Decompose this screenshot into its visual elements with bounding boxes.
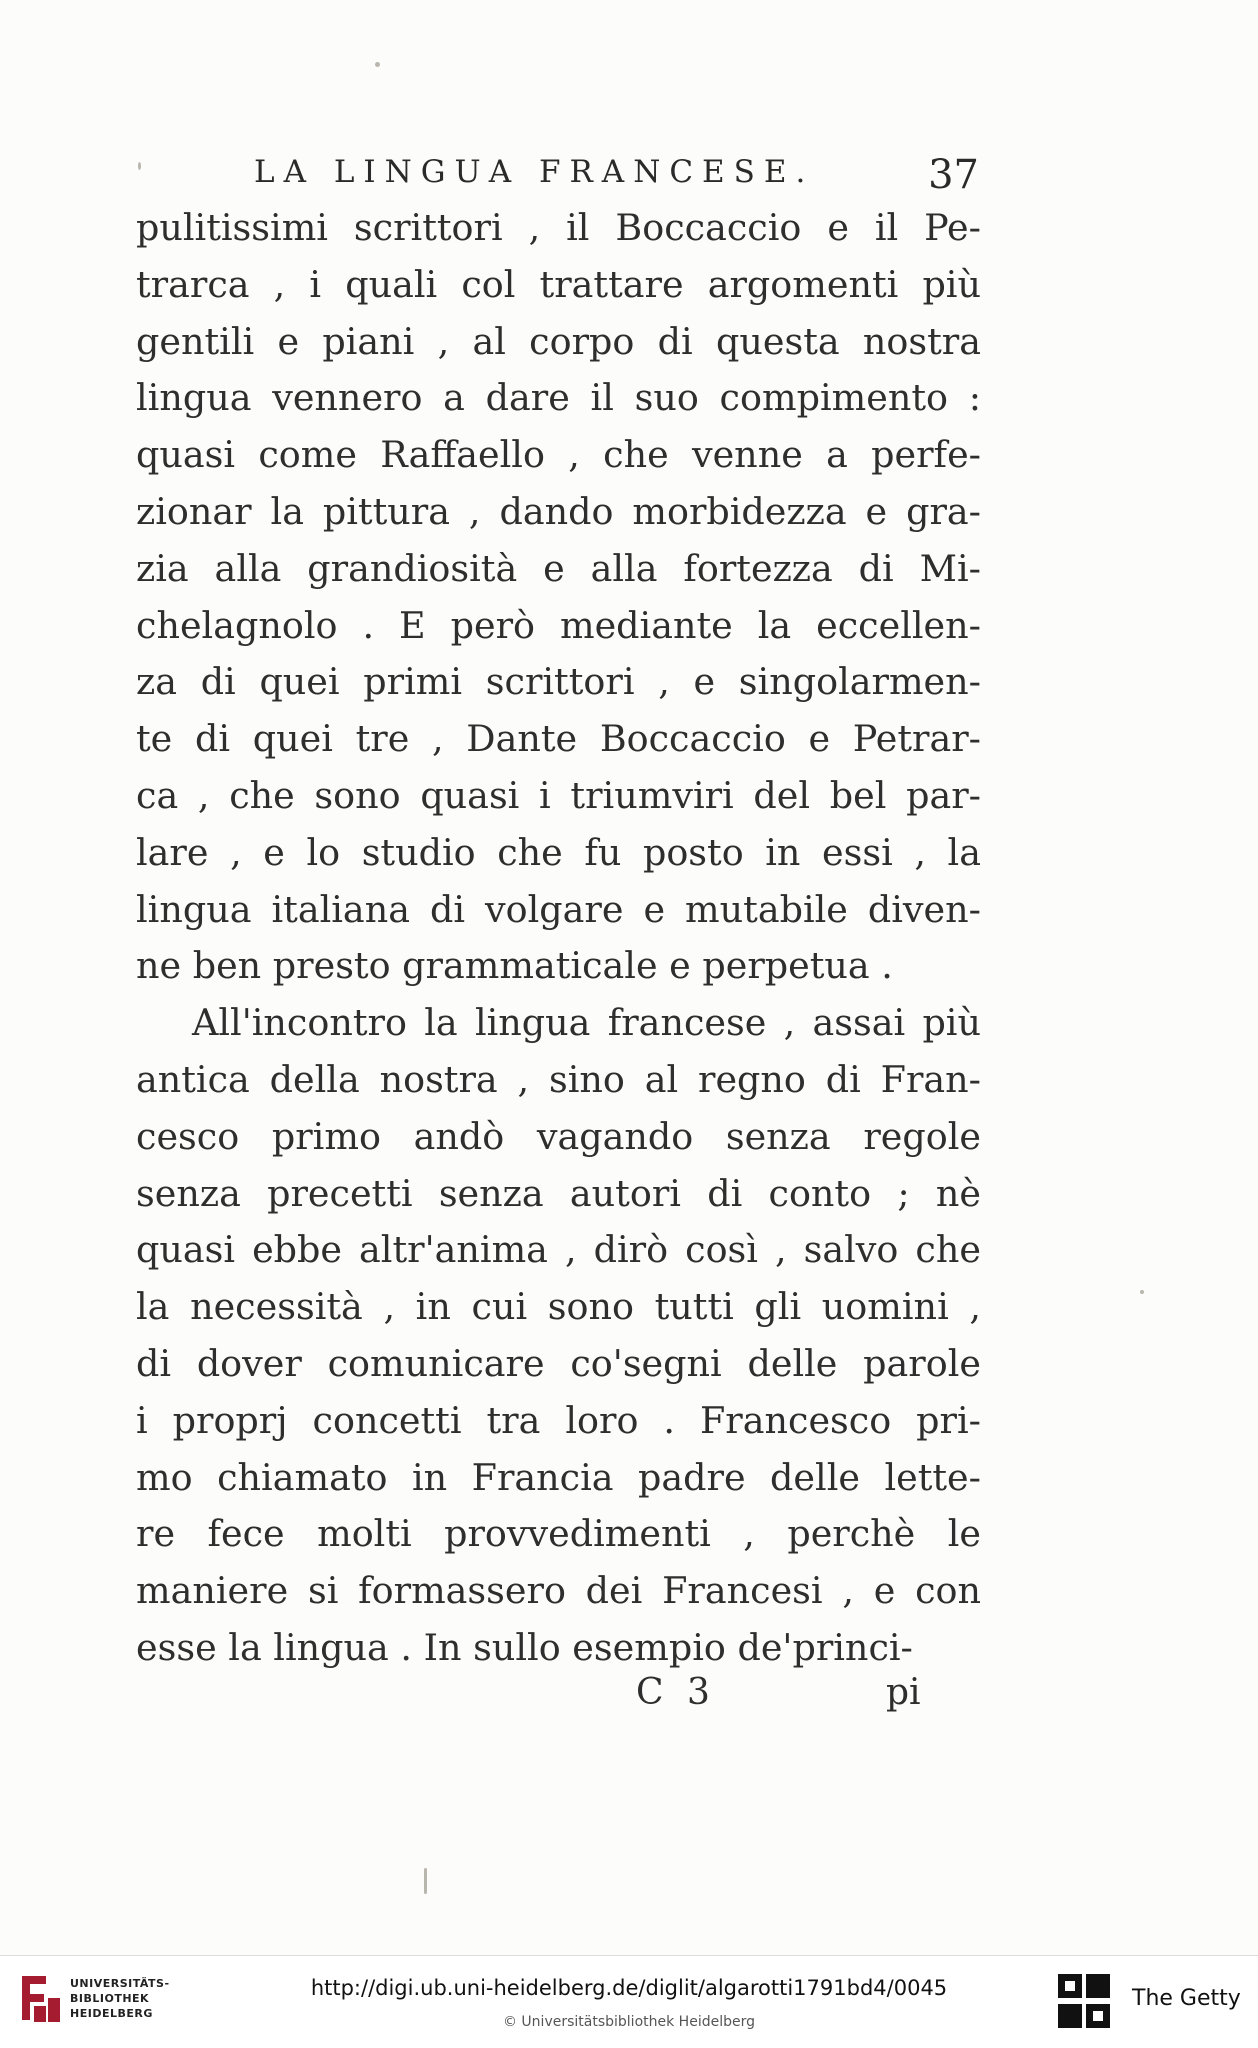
paper-speck [375, 62, 380, 67]
text-line: pulitissimi scrittori , il Boccaccio e il Pe- [136, 206, 981, 249]
text-line: ne ben presto grammaticale e perpetua . [136, 944, 893, 988]
text-line: quasi ebbe altr'anima , dirò così , salvo che [136, 1228, 981, 1272]
text-line: te di quei tre , Dante Boccaccio e Petrar- [136, 717, 981, 761]
text-line: gentili e piani , al corpo di questa nostra [136, 319, 981, 363]
text-line: zionar la pittura , dando morbidezza e gra- [136, 489, 981, 533]
running-head: LA LINGUA FRANCESE. [254, 154, 815, 190]
text-line: di dover comunicare co'segni delle parole [136, 1341, 981, 1385]
text-line: lingua italiana di volgare e mutabile diven- [136, 887, 981, 931]
footer-bar [0, 1955, 1258, 2048]
text-line: antica della nostra , sino al regno di Fran- [136, 1057, 981, 1101]
text-line: i proprj concetti tra loro . Francesco pri- [136, 1398, 981, 1442]
text-line: lingua vennero a dare il suo compimento : [136, 376, 981, 420]
library-name-line: UNIVERSITÄTS- [70, 1977, 170, 1990]
getty-logo-icon [1056, 1972, 1112, 2032]
permalink-link[interactable]: http://digi.ub.uni-heidelberg.de/diglit/algarotti1791bd4/0045 [310, 1976, 948, 2000]
text-line: chelagnolo . E però mediante la eccellen- [136, 603, 981, 647]
copyright-notice: © Universitätsbibliothek Heidelberg [502, 2014, 755, 2030]
text-line: senza precetti senza autori di conto ; nè [136, 1171, 981, 1215]
paper-speck [1140, 1290, 1144, 1294]
signature-mark: C 3 [636, 1672, 716, 1713]
text-line: maniere si formassero dei Francesi , e con [136, 1569, 981, 1613]
text-line: zia alla grandiosità e alla fortezza di Mi- [136, 546, 981, 590]
partner-name: The Getty [1132, 1986, 1241, 2011]
library-name-line: BIBLIOTHEK [70, 1992, 150, 2005]
text-line: ca , che sono quasi i triumviri del bel par- [136, 773, 981, 817]
catchword: pi [886, 1672, 921, 1713]
text-line: re fece molti provvedimenti , perchè le [136, 1512, 981, 1556]
page-number: 37 [928, 152, 979, 198]
text-line: esse la lingua . In sullo esempio de'princi- [136, 1625, 913, 1669]
text-line: mo chiamato in Francia padre delle lette- [136, 1455, 981, 1499]
text-line: cesco primo andò vagando senza regole [136, 1114, 981, 1158]
text-line: la necessità , in cui sono tutti gli uomini , [136, 1285, 981, 1329]
text-line: trarca , i quali col trattare argomenti più [136, 262, 981, 306]
text-line: quasi come Raffaello , che venne a perfe- [136, 433, 981, 477]
library-name-line: HEIDELBERG [70, 2007, 153, 2020]
signature-row [136, 1672, 981, 1728]
text-line: lare , e lo studio che fu posto in essi , la [136, 830, 981, 874]
text-line: za di quei primi scrittori , e singolarmen- [136, 660, 981, 704]
text-line: All'incontro la lingua francese , assai più [192, 1001, 981, 1045]
page-header [254, 152, 979, 202]
paper-speck [424, 1868, 427, 1894]
paper-speck [138, 162, 141, 170]
body-text [136, 200, 981, 1677]
